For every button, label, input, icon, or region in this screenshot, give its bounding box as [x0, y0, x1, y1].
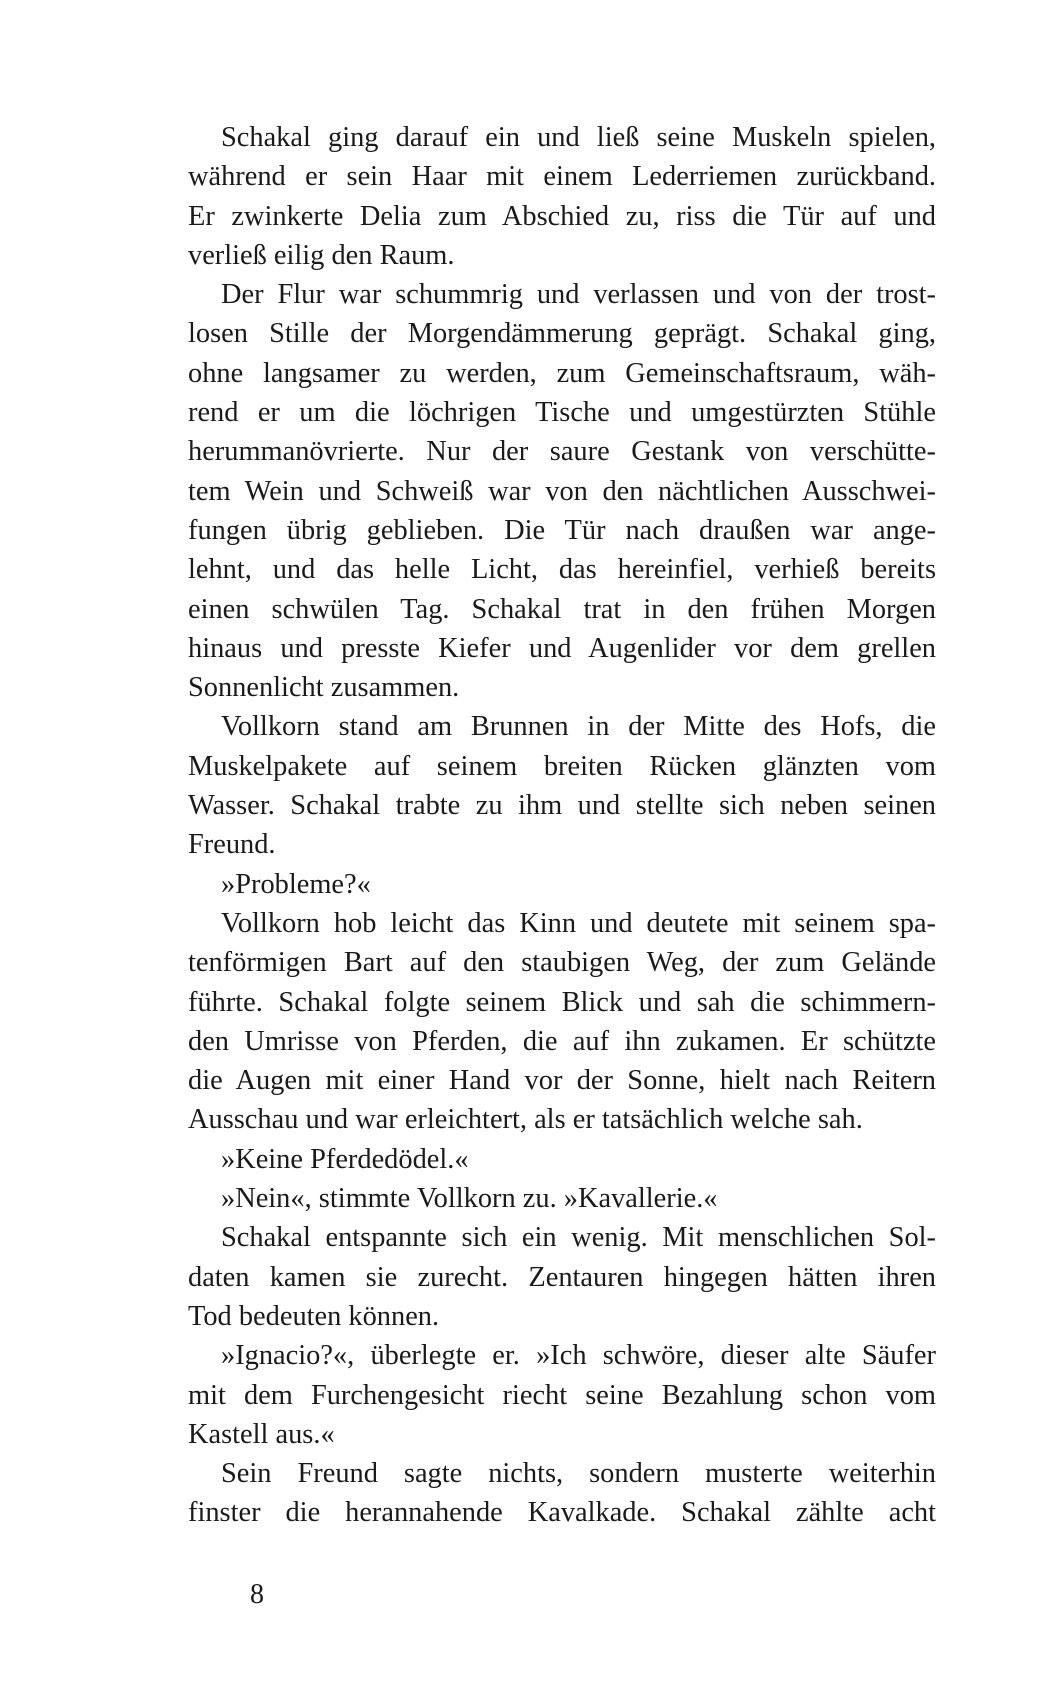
text-line: finster die herannahende Kavalkade. Schakal zählte acht	[188, 1497, 936, 1529]
text-line: Der Flur war schummrig und verlassen und von der trost-	[221, 279, 936, 311]
paragraph	[155, 1218, 936, 1336]
paragraph	[155, 1179, 936, 1218]
text-line: herummanövrierte. Nur der saure Gestank von verschütte-	[188, 436, 936, 468]
text-line: fungen übrig geblieben. Die Tür nach draußen war ange-	[188, 514, 936, 546]
page-number: 8	[250, 1579, 264, 1610]
paragraph	[155, 904, 936, 1140]
text-line: »Nein«, stimmte Vollkorn zu. »Kavallerie.«	[221, 1183, 718, 1215]
paragraph	[155, 1336, 936, 1454]
text-line: verließ eilig den Raum.	[188, 239, 455, 271]
text-line: einen schwülen Tag. Schakal trat in den frühen Morgen	[188, 593, 936, 625]
text-line: hinaus und presste Kiefer und Augenlider vor dem grellen	[188, 632, 936, 664]
text-line: Sein Freund sagte nichts, sondern musterte weiterhin	[221, 1458, 936, 1490]
paragraph	[155, 118, 936, 275]
text-line: Vollkorn stand am Brunnen in der Mitte des Hofs, die	[221, 711, 936, 743]
text-line: lehnt, und das helle Licht, das hereinfiel, verhieß bereits	[188, 554, 936, 586]
paragraph	[155, 707, 936, 864]
text-line: »Probleme?«	[221, 868, 371, 900]
text-line: Ausschau und war erleichtert, als er tatsächlich welche sah.	[188, 1104, 863, 1136]
text-line: die Augen mit einer Hand vor der Sonne, hielt nach Reitern	[188, 1065, 936, 1097]
text-line: Wasser. Schakal trabte zu ihm und stellte sich neben seinen	[188, 790, 936, 822]
text-line: Kastell aus.«	[188, 1418, 335, 1450]
text-line: rend er um die löchrigen Tische und umgestürzten Stühle	[188, 397, 936, 429]
text-line: den Umrisse von Pferden, die auf ihn zukamen. Er schützte	[188, 1025, 936, 1057]
text-line: führte. Schakal folgte seinem Blick und sah die schimmern-	[188, 986, 936, 1018]
paragraph	[155, 1140, 936, 1179]
text-line: daten kamen sie zurecht. Zentauren hingegen hätten ihren	[188, 1261, 936, 1293]
text-line: losen Stille der Morgendämmerung geprägt. Schakal ging,	[188, 318, 936, 350]
text-line: während er sein Haar mit einem Lederriemen zurückband.	[188, 161, 936, 193]
text-line: tenförmigen Bart auf den staubigen Weg, der zum Gelände	[188, 947, 936, 979]
text-line: Vollkorn hob leicht das Kinn und deutete mit seinem spa-	[221, 907, 936, 939]
text-line: Tod bedeuten können.	[188, 1300, 440, 1332]
text-line: tem Wein und Schweiß war von den nächtlichen Ausschwei-	[188, 475, 936, 507]
body-text	[155, 118, 936, 1533]
text-line: ohne langsamer zu werden, zum Gemeinschaftsraum, wäh-	[188, 357, 936, 389]
text-line: »Ignacio?«, überlegte er. »Ich schwöre, dieser alte Säufer	[221, 1340, 936, 1372]
text-line: Sonnenlicht zusammen.	[188, 672, 460, 704]
text-line: Freund.	[188, 829, 276, 861]
text-line: Muskelpakete auf seinem breiten Rücken glänzten vom	[188, 750, 936, 782]
text-line: Schakal ging darauf ein und ließ seine Muskeln spielen,	[221, 122, 936, 153]
text-line: Er zwinkerte Delia zum Abschied zu, riss die Tür auf und	[188, 200, 936, 232]
paragraph	[155, 865, 936, 904]
text-line: mit dem Furchengesicht riecht seine Bezahlung schon vom	[188, 1379, 936, 1411]
paragraph	[155, 275, 936, 707]
text-line: Schakal entspannte sich ein wenig. Mit menschlichen Sol-	[221, 1222, 936, 1254]
text-line: »Keine Pferdedödel.«	[221, 1143, 469, 1175]
paragraph	[155, 1454, 936, 1533]
